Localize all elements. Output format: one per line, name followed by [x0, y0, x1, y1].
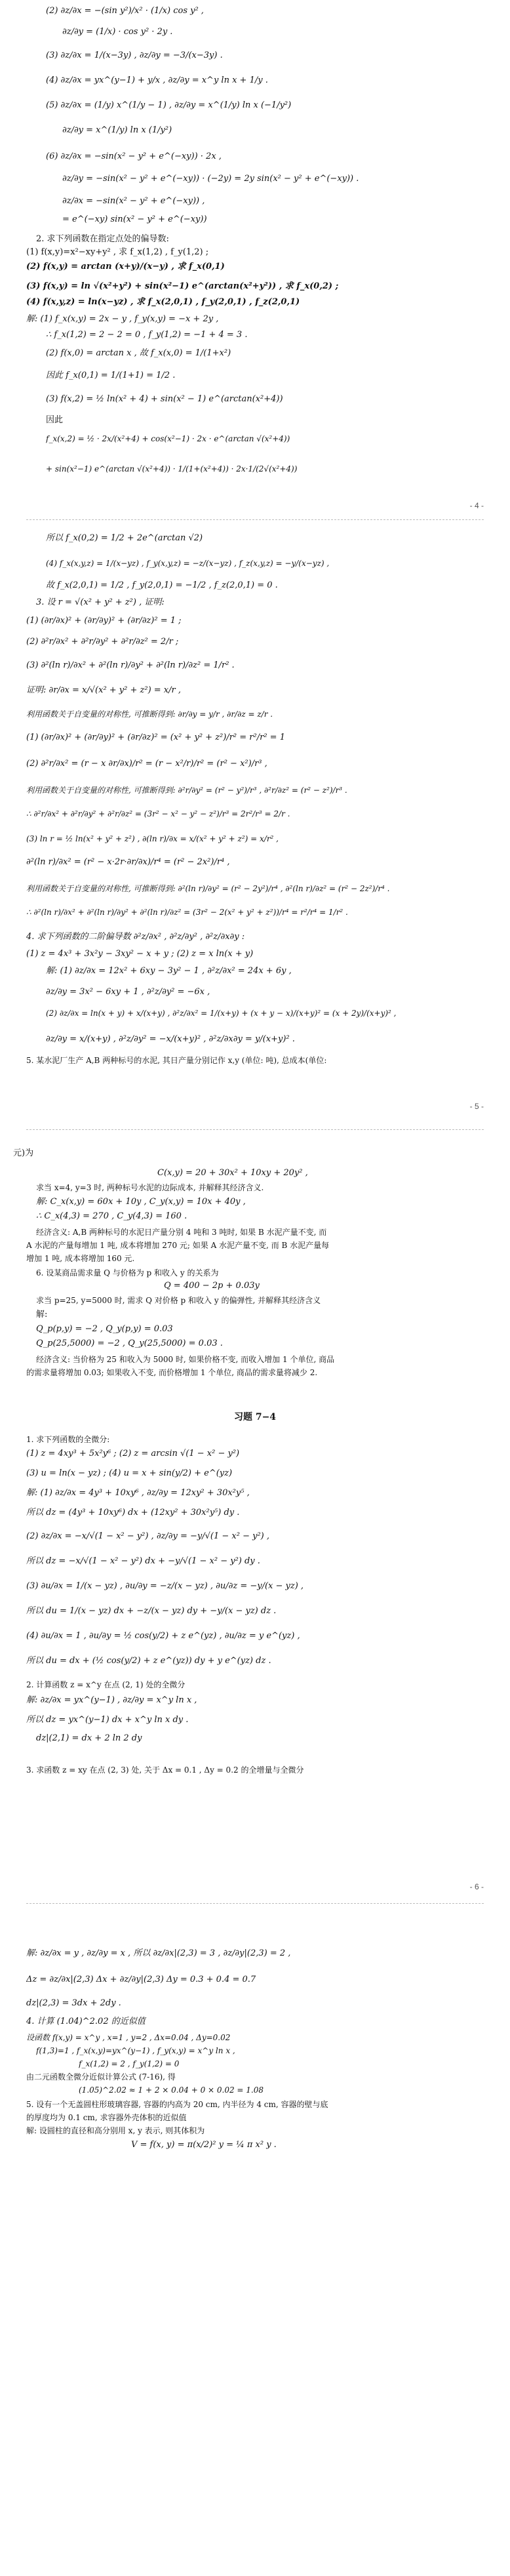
text-line: (3) ln r = ½ ln(x² + y² + z²) , ∂(ln r)/∂x = x/(x² + y² + z²) = x/r² , [26, 834, 279, 843]
text-line: dz|(2,3) = 3dx + 2dy . [26, 1998, 121, 2008]
text-line: 求当 p=25, y=5000 时, 需求 Q 对价格 p 和收入 y 的偏弹性, 并解释其经济含义 [36, 1296, 321, 1305]
text-line: (2) ∂z/∂x = −x/√(1 − x² − y²) , ∂z/∂y = −y/√(1 − x² − y²) , [26, 1531, 269, 1541]
text-line: (4) f(x,y,z) = ln(x−yz) , 求 f_x(2,0,1) , f_y(2,0,1) , f_z(2,0,1) [26, 297, 300, 307]
text-line: Q_p(25,5000) = −2 , Q_y(25,5000) = 0.03 . [36, 1338, 223, 1348]
text-line: 因此 f_x(0,1) = 1/(1+1) = 1/2 . [46, 371, 176, 380]
text-line: (2) f(x,0) = arctan x , 故 f_x(x,0) = 1/(1+x²) [46, 348, 231, 358]
text-line: (1) (∂r/∂x)² + (∂r/∂y)² + (∂r/∂z)² = (x² + y² + z²)/r² = r²/r² = 1 [26, 733, 285, 742]
text-line: 所以 dz = yx^(y−1) dx + x^y ln x dy . [26, 1715, 189, 1725]
page-separator [26, 1129, 484, 1130]
page-separator [26, 519, 484, 520]
text-line: (3) f(x,y) = ln √(x²+y²) + sin(x²−1) e^(arctan(x²+y²)) , 求 f_x(0,2) ; [26, 281, 339, 291]
page-5 [0, 525, 510, 1128]
text-line: V = f(x, y) = π(x/2)² y = ¼ π x² y . [131, 2140, 277, 2150]
text-line: dz|(2,1) = dx + 2 ln 2 dy [36, 1733, 142, 1743]
text-line: 解: 设圆柱的直径和高分别用 x, y 表示, 则其体积为 [26, 2126, 205, 2135]
text-line: (2) f(x,y) = arctan (x+y)/(x−y) , 求 f_x(0,1) [26, 262, 225, 272]
text-line: Q = 400 − 2p + 0.03y [164, 1281, 260, 1291]
text-line: ∴ ∂²r/∂x² + ∂²r/∂y² + ∂²r/∂z² = (3r² − x² − y² − z²)/r³ = 2r²/r³ = 2/r . [26, 809, 290, 818]
page-number: - 5 - [469, 1102, 484, 1111]
text-line: f_x(x,2) = ½ · 2x/(x²+4) + cos(x²−1) · 2x · e^(arctan √(x²+4)) [46, 434, 290, 443]
text-line: f(1,3)=1 , f_x(x,y)=yx^(y−1) , f_y(x,y) = x^y ln x , [36, 2046, 235, 2055]
page-7 [0, 1908, 510, 2576]
text-line: 所以 dz = −x/√(1 − x² − y²) dx + −y/√(1 − x² − y²) dy . [26, 1556, 260, 1566]
text-line: 利用函数关于自变量的对称性, 可推断得到: ∂r/∂y = y/r , ∂r/∂z = z/r . [26, 710, 273, 719]
text-line: 经济含义: 当价格为 25 和收入为 5000 时, 如果价格不变, 而收入增加 1 个单位, 商品 [36, 1355, 335, 1364]
text-line: 6. 设某商品需求量 Q 与价格为 p 和收入 y 的关系为 [36, 1268, 219, 1278]
text-line: 证明: ∂r/∂x = x/√(x² + y² + z²) = x/r , [26, 685, 181, 695]
text-line: 解: (1) ∂z/∂x = 12x² + 6xy − 3y² − 1 , ∂²z/∂x² = 24x + 6y , [46, 966, 292, 976]
text-line: ∴ f_x(1,2) = 2 − 2 = 0 , f_y(1,2) = −1 + 4 = 3 . [46, 330, 248, 340]
section-title: 习题 7−4 [233, 1412, 277, 1422]
text-line: 所以 du = dx + (½ cos(y/2) + z e^(yz)) dy + y e^(yz) dz . [26, 1656, 271, 1666]
text-line: 1. 求下列函数的全微分: [26, 1435, 110, 1444]
text-line: 增加 1 吨, 成本将增加 160 元. [26, 1254, 135, 1263]
text-line: f_x(1,2) = 2 , f_y(1,2) = 0 [79, 2059, 180, 2068]
text-line: (6) ∂z/∂x = −sin(x² − y² + e^(−xy)) · 2x , [46, 151, 222, 161]
text-line: ∂²(ln r)/∂x² = (r² − x·2r·∂r/∂x)/r⁴ = (r² − 2x²)/r⁴ , [26, 857, 230, 867]
text-line: (3) ∂z/∂x = 1/(x−3y) , ∂z/∂y = −3/(x−3y) . [46, 50, 223, 60]
text-line: 解: [36, 1310, 48, 1319]
text-line: (2) ∂²r/∂x² = (r − x ∂r/∂x)/r² = (r − x²/r)/r² = (r² − x²)/r³ , [26, 759, 267, 769]
page-separator [26, 1903, 484, 1904]
text-line: 的厚度均为 0.1 cm, 求容器外壳体积的近似值 [26, 2113, 187, 2122]
text-line: 求当 x=4, y=3 时, 两种标号水泥的边际成本, 并解释其经济含义. [36, 1183, 264, 1192]
text-line: (2) ∂z/∂x = −(sin y²)/x² · (1/x) cos y² , [46, 6, 204, 16]
text-line: 所以 dz = (4y³ + 10xy⁶) dx + (12xy² + 30x²y⁵) dy . [26, 1508, 240, 1518]
text-line: 解: (1) ∂z/∂x = 4y³ + 10xy⁶ , ∂z/∂y = 12xy² + 30x²y⁵ , [26, 1488, 250, 1498]
text-line: = e^(−xy) sin(x² − y² + e^(−xy)) [62, 214, 207, 224]
text-line: (2) ∂z/∂x = ln(x + y) + x/(x+y) , ∂²z/∂x² = 1/(x+y) + (x + y − x)/(x+y)² = (x + 2y)/(x+y)² , [46, 1009, 397, 1018]
text-line: (2) ∂²r/∂x² + ∂²r/∂y² + ∂²r/∂z² = 2/r ; [26, 637, 179, 647]
text-line: 解: ∂z/∂x = yx^(y−1) , ∂z/∂y = x^y ln x , [26, 1695, 197, 1705]
text-line: (3) f(x,2) = ½ ln(x² + 4) + sin(x² − 1) e^(arctan(x²+4)) [46, 394, 283, 404]
text-line: (4) ∂z/∂x = yx^(y−1) + y/x , ∂z/∂y = x^y ln x + 1/y . [46, 75, 268, 85]
text-line: (4) ∂u/∂x = 1 , ∂u/∂y = ½ cos(y/2) + z e^(yz) , ∂u/∂z = y e^(yz) , [26, 1631, 300, 1641]
text-line: C(x,y) = 20 + 30x² + 10xy + 20y² , [157, 1168, 308, 1178]
text-line: 由二元函数全微分近似计算公式 (7-16), 得 [26, 2072, 176, 2082]
text-line: 设函数 f(x,y) = x^y , x=1 , y=2 , Δx=0.04 , Δy=0.02 [26, 2033, 231, 2042]
text-line: (3) ∂u/∂x = 1/(x − yz) , ∂u/∂y = −z/(x − yz) , ∂u/∂z = −y/(x − yz) , [26, 1581, 304, 1591]
text-line: 的需求量将增加 0.03; 如果收入不变, 而价格增加 1 个单位, 商品的需求量将减少 2. [26, 1368, 318, 1377]
text-line: ∂z/∂y = 3x² − 6xy + 1 , ∂²z/∂y² = −6x , [46, 987, 210, 997]
text-line: 元)为 [13, 1148, 34, 1158]
page-number: - 4 - [469, 501, 484, 510]
text-line: ∴ C_x(4,3) = 270 , C_y(4,3) = 160 . [36, 1211, 187, 1221]
text-line: 2. 求下列函数在指定点处的偏导数: [36, 234, 169, 244]
text-line: (4) f_x(x,y,z) = 1/(x−yz) , f_y(x,y,z) = −z/(x−yz) , f_z(x,y,z) = −y/(x−yz) , [46, 559, 330, 568]
text-line: Q_p(p,y) = −2 , Q_y(p,y) = 0.03 [36, 1324, 173, 1334]
text-line: 3. 求函数 z = xy 在点 (2, 3) 处, 关于 Δx = 0.1 , Δy = 0.2 的全增量与全微分 [26, 1765, 304, 1775]
text-line: 2. 计算函数 z = x^y 在点 (2, 1) 处的全微分 [26, 1680, 186, 1689]
text-line: (1) f(x,y)=x²−xy+y² , 求 f_x(1,2) , f_y(1,2) ; [26, 247, 209, 257]
text-line: 5. 某水泥厂生产 A,B 两种标号的水泥, 其日产量分别记作 x,y (单位: 吨), 总成本(单位: [26, 1056, 327, 1065]
text-line: 所以 du = 1/(x − yz) dx + −z/(x − yz) dy + −y/(x − yz) dz . [26, 1606, 277, 1616]
text-line: 利用函数关于自变量的对称性, 可推断得到: ∂²(ln r)/∂y² = (r² − 2y²)/r⁴ , ∂²(ln r)/∂z² = (r² − 2z²)/r⁴ . [26, 884, 390, 893]
text-line: (1) z = 4xy³ + 5x²y⁶ ; (2) z = arcsin √(1 − x² − y²) [26, 1449, 240, 1459]
text-line: (1.05)^2.02 ≈ 1 + 2 × 0.04 + 0 × 0.02 = 1.08 [79, 2085, 264, 2095]
text-line: A 水泥的产量每增加 1 吨, 成本将增加 270 元; 如果 A 水泥产量不变, 而 B 水泥产量每 [26, 1241, 330, 1250]
text-line: 故 f_x(2,0,1) = 1/2 , f_y(2,0,1) = −1/2 , f_z(2,0,1) = 0 . [46, 580, 278, 590]
page-4 [0, 0, 510, 518]
text-line: ∴ ∂²(ln r)/∂x² + ∂²(ln r)/∂y² + ∂²(ln r)/∂z² = (3r² − 2(x² + y² + z²))/r⁴ = r²/r⁴ = 1/r² . [26, 908, 348, 917]
text-line: ∂z/∂y = (1/x) · cos y² · 2y . [62, 27, 173, 37]
text-line: + sin(x²−1) e^(arctan √(x²+4)) · 1/(1+(x²+4)) · 2x·1/(2√(x²+4)) [46, 464, 298, 473]
text-line: (3) u = ln(x − yz) ; (4) u = x + sin(y/2) + e^(yz) [26, 1468, 233, 1478]
text-line: 解: (1) f_x(x,y) = 2x − y , f_y(x,y) = −x + 2y , [26, 314, 219, 324]
text-line: (1) z = 4x³ + 3x²y − 3xy² − x + y ; (2) z = x ln(x + y) [26, 949, 254, 959]
text-line: (1) (∂r/∂x)² + (∂r/∂y)² + (∂r/∂z)² = 1 ; [26, 616, 182, 626]
page-6 [0, 1135, 510, 1902]
text-line: ∂z/∂y = −sin(x² − y² + e^(−xy)) · (−2y) = 2y sin(x² − y² + e^(−xy)) . [62, 174, 359, 184]
text-line: 解: C_x(x,y) = 60x + 10y , C_y(x,y) = 10x + 40y , [36, 1197, 246, 1207]
text-line: (5) ∂z/∂x = (1/y) x^(1/y − 1) , ∂z/∂y = x^(1/y) ln x (−1/y²) [46, 100, 292, 110]
text-line: 经济含义: A,B 两种标号的水泥日产量分别 4 吨和 3 吨时, 如果 B 水泥产量不变, 而 [36, 1228, 327, 1237]
text-line: 解: ∂z/∂x = y , ∂z/∂y = x , 所以 ∂z/∂x|(2,3) = 3 , ∂z/∂y|(2,3) = 2 , [26, 1948, 291, 1958]
page-number: - 6 - [469, 1882, 484, 1891]
text-line: (3) ∂²(ln r)/∂x² + ∂²(ln r)/∂y² + ∂²(ln r)/∂z² = 1/r² . [26, 660, 235, 670]
text-line: 所以 f_x(0,2) = 1/2 + 2e^(arctan √2) [46, 533, 203, 543]
text-line: 4. 求下列函数的二阶偏导数 ∂²z/∂x² , ∂²z/∂y² , ∂²z/∂x∂y : [26, 932, 245, 942]
text-line: 3. 设 r = √(x² + y² + z²) , 证明: [36, 597, 165, 607]
text-line: Δz = ∂z/∂x|(2,3) Δx + ∂z/∂y|(2,3) Δy = 0.3 + 0.4 = 0.7 [26, 1975, 256, 1984]
text-line: 4. 计算 (1.04)^2.02 的近似值 [26, 2017, 146, 2026]
text-line: 利用函数关于自变量的对称性, 可推断得到: ∂²r/∂y² = (r² − y²)/r³ , ∂²r/∂z² = (r² − z²)/r³ . [26, 786, 347, 795]
text-line: ∂z/∂x = −sin(x² − y² + e^(−xy)) , [62, 196, 205, 206]
text-line: 5. 设有一个无盖圆柱形玻璃容器, 容器的内高为 20 cm, 内半径为 4 cm, 容器的壁与底 [26, 2100, 328, 2109]
text-line: 因此 [46, 415, 64, 425]
text-line: ∂z/∂y = x^(1/y) ln x (1/y²) [62, 125, 172, 135]
text-line: ∂z/∂y = x/(x+y) , ∂²z/∂y² = −x/(x+y)² , ∂²z/∂x∂y = y/(x+y)² . [46, 1034, 295, 1044]
